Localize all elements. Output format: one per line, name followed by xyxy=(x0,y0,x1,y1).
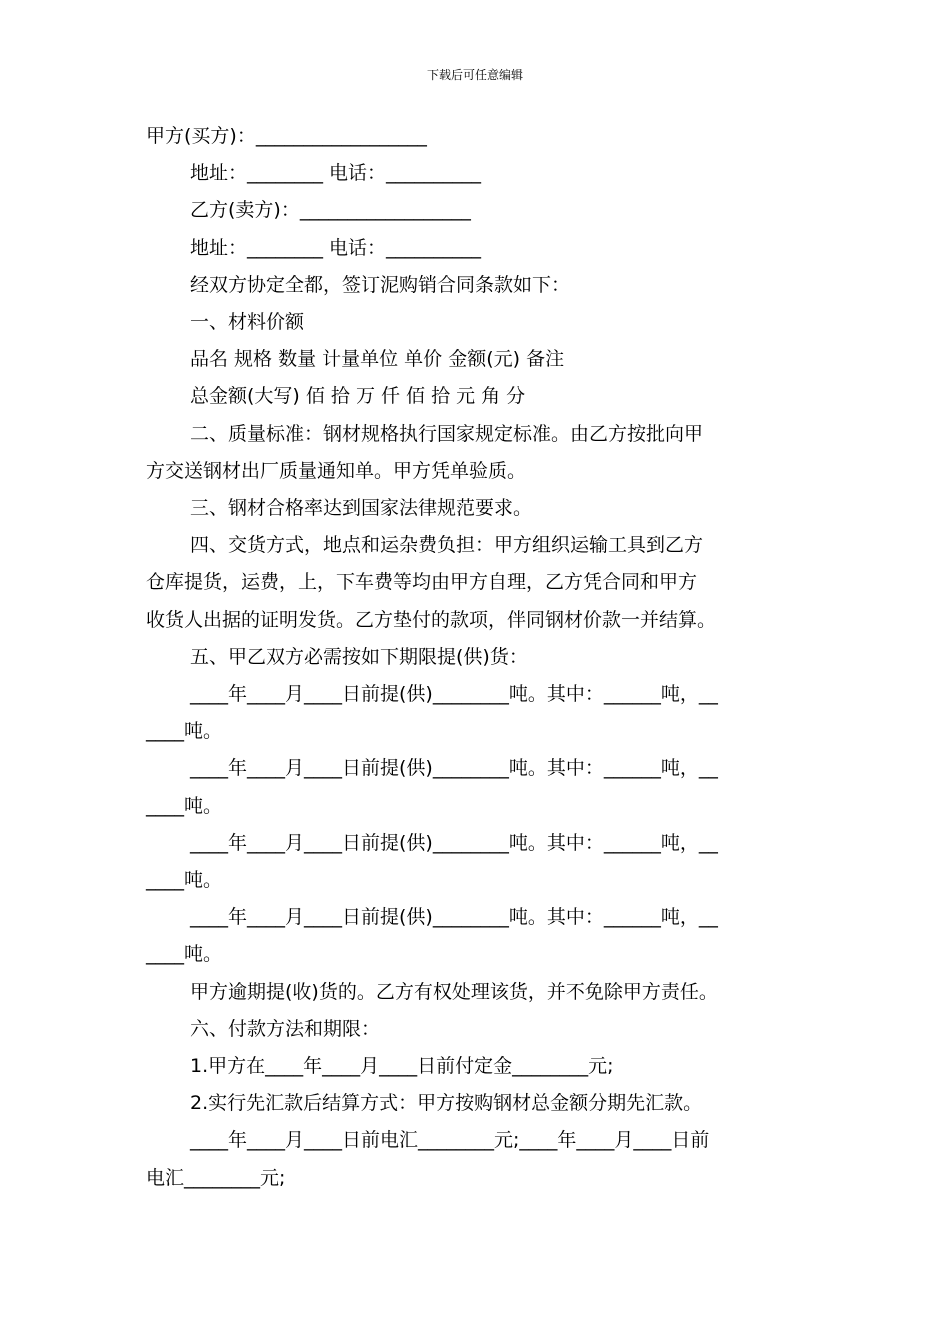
paragraph-line: 五、甲乙双方必需按如下期限提(供)货： xyxy=(190,645,528,668)
paragraph-line: 方交送钢材出厂质量通知单。甲方凭单验质。 xyxy=(146,459,527,482)
paragraph-line: 电汇________元; xyxy=(146,1166,286,1189)
section-heading: 一、材料价额 xyxy=(190,311,305,334)
page-header: 下载后可任意编辑 xyxy=(426,68,523,82)
paragraph-line: ____年____月____日前提(供)________吨。其中：______吨，__ xyxy=(190,683,718,706)
paragraph-line: ____年____月____日前电汇________元;____年____月____日前 xyxy=(190,1129,710,1152)
paragraph-line: ____吨。 xyxy=(146,720,223,743)
paragraph-line: 甲方逾期提(收)货的。乙方有权处理该货，并不免除甲方责任。 xyxy=(190,980,718,1003)
paragraph-line: ____年____月____日前提(供)________吨。其中：______吨，__ xyxy=(190,831,718,854)
paragraph-line: 地址：________ 电话：__________ xyxy=(190,162,482,185)
paragraph-line: 四、交货方式，地点和运杂费负担：甲方组织运输工具到乙方 xyxy=(190,534,704,557)
paragraph-line: ____吨。 xyxy=(146,869,223,892)
section-heading: 六、付款方法和期限： xyxy=(190,1017,381,1040)
paragraph-line: 仓库提货，运费，上，下车费等均由甲方自理，乙方凭合同和甲方 xyxy=(146,571,698,594)
paragraph-line: 三、钢材合格率达到国家法律规范要求。 xyxy=(190,497,533,520)
paragraph-line: 2.实行先汇款后结算方式：甲方按购钢材总金额分期先汇款。 xyxy=(190,1092,703,1115)
paragraph-line: 乙方(卖方)：__________________ xyxy=(190,199,471,222)
paragraph-line: 经双方协定全都，签订泥购销合同条款如下： xyxy=(190,273,571,296)
paragraph-line: 1.甲方在____年____月____日前付定金________元; xyxy=(190,1055,614,1078)
paragraph-line: 品名 规格 数量 计量单位 单价 金额(元) 备注 xyxy=(190,348,565,371)
paragraph-line: 二、质量标准：钢材规格执行国家规定标准。由乙方按批向甲 xyxy=(190,422,704,445)
document-body xyxy=(146,118,812,1197)
paragraph-line: ____吨。 xyxy=(146,943,223,966)
paragraph-line: 总金额(大写) 佰 拾 万 仟 佰 拾 元 角 分 xyxy=(190,385,526,408)
paragraph-line: 地址：________ 电话：__________ xyxy=(190,236,482,259)
paragraph-line: ____年____月____日前提(供)________吨。其中：______吨，__ xyxy=(190,757,718,780)
paragraph-line: ____吨。 xyxy=(146,794,223,817)
paragraph-line: ____年____月____日前提(供)________吨。其中：______吨，__ xyxy=(190,906,718,929)
paragraph-line: 收货人出据的证明发货。乙方垫付的款项，伴同钢材价款一并结算。 xyxy=(146,608,717,631)
paragraph-line: 甲方(买方)：__________________ xyxy=(146,125,427,147)
